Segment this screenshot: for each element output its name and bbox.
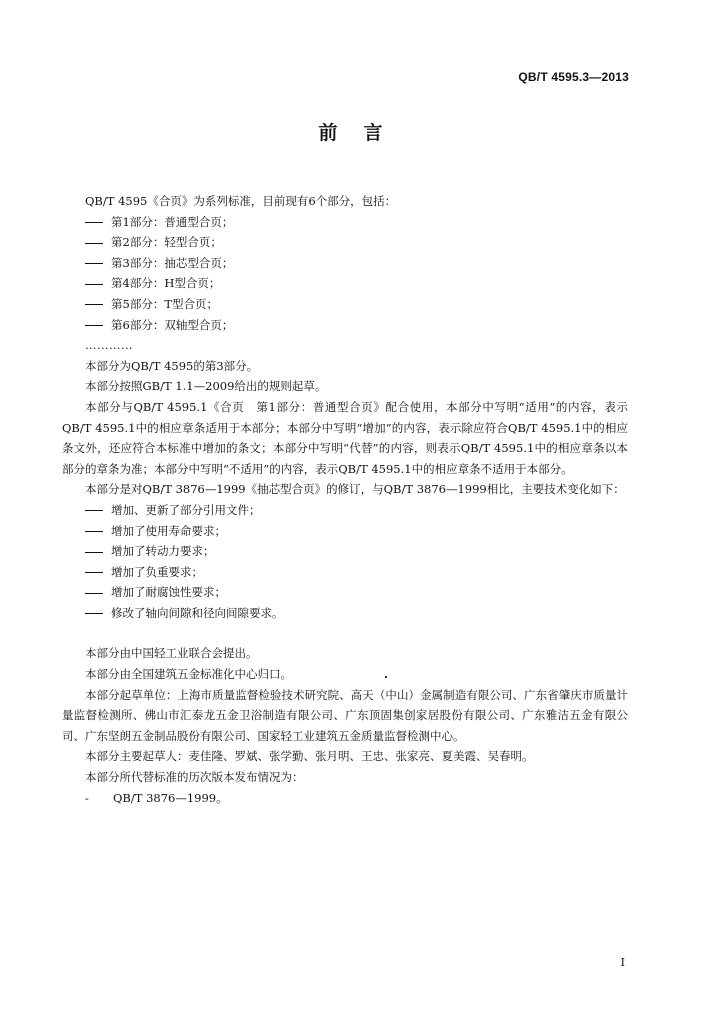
dash-mark bbox=[85, 531, 103, 532]
dash-mark bbox=[85, 222, 103, 223]
change-label: 增加了使用寿命要求； bbox=[111, 523, 226, 538]
change-label: 增加了耐腐蚀性要求； bbox=[111, 585, 226, 600]
part-list-item bbox=[62, 212, 628, 233]
drafters-paragraph: 本部分主要起草人：麦佳隆、罗斌、张学勤、张月明、王忠、张家亮、夏美霞、吴春明。 bbox=[85, 749, 534, 764]
dash-mark bbox=[85, 572, 103, 573]
dash-mark bbox=[85, 304, 103, 305]
part-list-item bbox=[62, 315, 628, 336]
dash-mark bbox=[85, 510, 103, 511]
change-label: 修改了轴向间隙和径向间隙要求。 bbox=[111, 605, 284, 620]
spacer bbox=[62, 623, 628, 643]
change-list-item bbox=[62, 562, 628, 583]
change-label: 增加、更新了部分引用文件； bbox=[111, 502, 261, 517]
dash-mark bbox=[85, 613, 103, 614]
scan-speck bbox=[385, 676, 387, 678]
change-label: 增加了负重要求； bbox=[111, 564, 203, 579]
intro-paragraph: QB/T 4595《合页》为系列标准，目前现有6个部分，包括： bbox=[85, 194, 397, 208]
page-number: I bbox=[620, 956, 625, 969]
part-label: 第2部分：轻型合页； bbox=[111, 235, 222, 250]
history-paragraph: 本部分所代替标准的历次版本发布情况为： bbox=[85, 770, 304, 785]
drafting-rules-paragraph: 本部分按照GB/T 1.1—2009给出的规则起草。 bbox=[85, 379, 327, 394]
part-list-item bbox=[62, 273, 628, 294]
part-of-paragraph: 本部分为QB/T 4595的第3部分。 bbox=[85, 358, 259, 373]
part-label: 第3部分：抽芯型合页； bbox=[111, 255, 234, 270]
part-list-item bbox=[62, 294, 628, 315]
proposed-by-paragraph: 本部分由中国轻工业联合会提出。 bbox=[85, 646, 258, 661]
page-title: 前言 bbox=[318, 122, 409, 144]
history-list-item bbox=[62, 788, 628, 809]
dash-mark bbox=[85, 243, 103, 244]
change-list-item bbox=[62, 500, 628, 521]
history-label: QB/T 3876—1999。 bbox=[113, 790, 228, 805]
dash-mark bbox=[85, 552, 103, 553]
part-label: 第1部分：普通型合页； bbox=[111, 214, 234, 229]
dash-mark bbox=[85, 593, 103, 594]
standard-code: QB/T 4595.3—2013 bbox=[518, 70, 629, 84]
dash-mark bbox=[85, 325, 103, 326]
revision-paragraph: 本部分是对QB/T 3876—1999《抽芯型合页》的修订，与QB/T 3876—1999相比，主要技术变化如下： bbox=[85, 482, 625, 497]
drafting-units-paragraph: 本部分起草单位：上海市质量监督检验技术研究院、高天（中山）金属制造有限公司、广东省肇庆市质量计量监督检测所、佛山市汇泰龙五金卫浴制造有限公司、广东顶固集创家居股份有限公司、广东雅洁五金有限公司、广东坚朗五金制品股份有限公司、国家轻工业建筑五金质量监督检测中心。 bbox=[62, 687, 628, 743]
dash-mark bbox=[85, 263, 103, 264]
part-label: 第6部分：双轴型合页； bbox=[111, 317, 234, 332]
change-list-item bbox=[62, 521, 628, 542]
part-label: 第4部分：H型合页； bbox=[111, 276, 221, 291]
dash-mark bbox=[85, 284, 103, 285]
managed-by-paragraph: 本部分由全国建筑五金标准化中心归口。 bbox=[85, 667, 292, 682]
part-list-item bbox=[62, 253, 628, 274]
ellipsis: ………… bbox=[85, 338, 133, 353]
part-list-item bbox=[62, 232, 628, 253]
usage-paragraph: 本部分与QB/T 4595.1《合页 第1部分：普通型合页》配合使用，本部分中写明“适用”的内容，表示QB/T 4595.1中的相应章条适用于本部分；本部分中写明“增加”的内容，表示除应符合QB/T 4595.1中的相应条文外，还应符合本标准中增加的条文；本部分中写明“代替”的内容，则表示QB/T 4595.1中的相应章条以本部分的章条为准；本部分中写明“不适用”的内容，表示QB/T 4595.1中的相应章条不适用于本部分。 bbox=[62, 399, 628, 476]
foreword-body bbox=[62, 191, 628, 808]
change-list-item bbox=[62, 541, 628, 562]
part-label: 第5部分：T型合页； bbox=[111, 296, 218, 311]
change-list-item bbox=[62, 582, 628, 603]
change-label: 增加了转动力要求； bbox=[111, 544, 215, 559]
change-list-item bbox=[62, 603, 628, 624]
history-mark: - bbox=[85, 790, 89, 805]
